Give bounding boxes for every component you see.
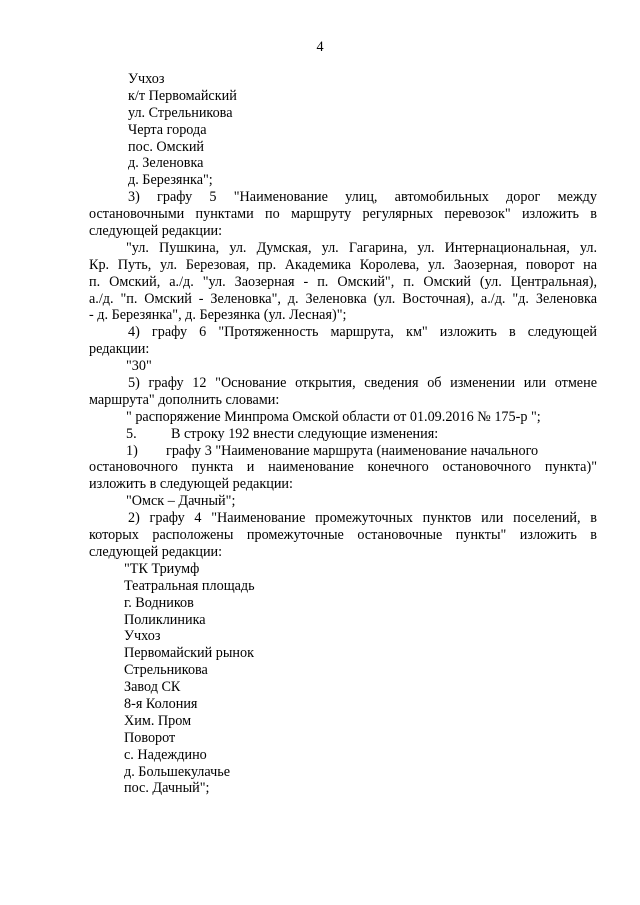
- text-line: пос. Дачный";: [124, 780, 210, 797]
- text-line: - д. Березянка", д. Березянка (ул. Лесная)";: [89, 307, 347, 324]
- text-line: 3) графу 5 "Наименование улиц, автомобильных дорог между: [128, 189, 597, 206]
- text-line: "ул. Пушкина, ул. Думская, ул. Гагарина, ул. Интернациональная, ул.: [126, 239, 597, 256]
- text-line: "ТК Триумф: [124, 560, 200, 577]
- text-line: следующей редакции:: [89, 543, 223, 560]
- page-number: 4: [316, 39, 324, 55]
- text-line: 4) графу 6 "Протяженность маршрута, км" изложить в следующей: [128, 324, 597, 341]
- text-line: Поворот: [124, 729, 176, 746]
- item-text: графу 3 "Наименование маршрута (наименование начального: [166, 442, 539, 459]
- text-line: Стрельникова: [124, 662, 208, 679]
- document-body: [89, 71, 597, 797]
- text-line: маршрута" дополнить словами:: [89, 391, 280, 408]
- text-line: д. Большекулачье: [124, 763, 231, 780]
- text-line: [89, 443, 597, 460]
- text-line: 8-я Колония: [124, 695, 198, 712]
- text-line: с. Надеждино: [124, 746, 207, 763]
- text-line: следующей редакции:: [89, 223, 223, 240]
- text-line: д. Березянка";: [128, 172, 213, 189]
- text-line: "30": [126, 358, 152, 375]
- item-text: В строку 192 внести следующие изменения:: [171, 425, 439, 442]
- text-line: Хим. Пром: [124, 712, 192, 729]
- text-line: Театральная площадь: [124, 577, 255, 594]
- text-line: 2) графу 4 "Наименование промежуточных пунктов или поселений, в: [128, 510, 597, 527]
- text-line: г. Водников: [124, 594, 194, 611]
- text-line: Учхоз: [124, 628, 161, 645]
- text-line: Первомайский рынок: [124, 645, 254, 662]
- text-line: " распоряжение Минпрома Омской области от 01.09.2016 № 175-р ";: [126, 408, 541, 425]
- text-line: Кр. Путь, ул. Березовая, пр. Академика Королева, ул. Заозерная, поворот на: [89, 256, 597, 273]
- text-line: остановочного пункта и наименование конечного остановочного пункта)": [89, 459, 597, 476]
- text-line: которых расположены промежуточные остановочные пункты" изложить в: [89, 527, 597, 544]
- text-line: Поликлиника: [124, 611, 206, 628]
- item-number: 1): [126, 442, 138, 459]
- text-line: Завод СК: [124, 679, 181, 696]
- text-line: п. Омский, а./д. "ул. Заозерная - п. Омский", п. Омский (ул. Центральная),: [89, 273, 597, 290]
- text-line: редакции:: [89, 341, 150, 358]
- item-number: 5.: [126, 425, 137, 442]
- text-line: ул. Стрельникова: [128, 104, 233, 121]
- text-line: пос. Омский: [128, 138, 205, 155]
- text-line: "Омск – Дачный";: [126, 493, 236, 510]
- text-line: а./д. "п. Омский - Зеленовка", д. Зеленовка (ул. Восточная), а./д. "д. Зеленовка: [89, 290, 597, 307]
- text-line: [89, 426, 597, 443]
- text-line: 5) графу 12 "Основание открытия, сведения об изменении или отмене: [128, 375, 597, 392]
- text-line: к/т Первомайский: [128, 87, 237, 104]
- text-line: Учхоз: [128, 71, 165, 87]
- text-line: Черта города: [128, 121, 207, 138]
- text-line: остановочными пунктами по маршруту регулярных перевозок" изложить в: [89, 206, 597, 223]
- text-line: изложить в следующей редакции:: [89, 476, 293, 493]
- text-line: д. Зеленовка: [128, 155, 204, 172]
